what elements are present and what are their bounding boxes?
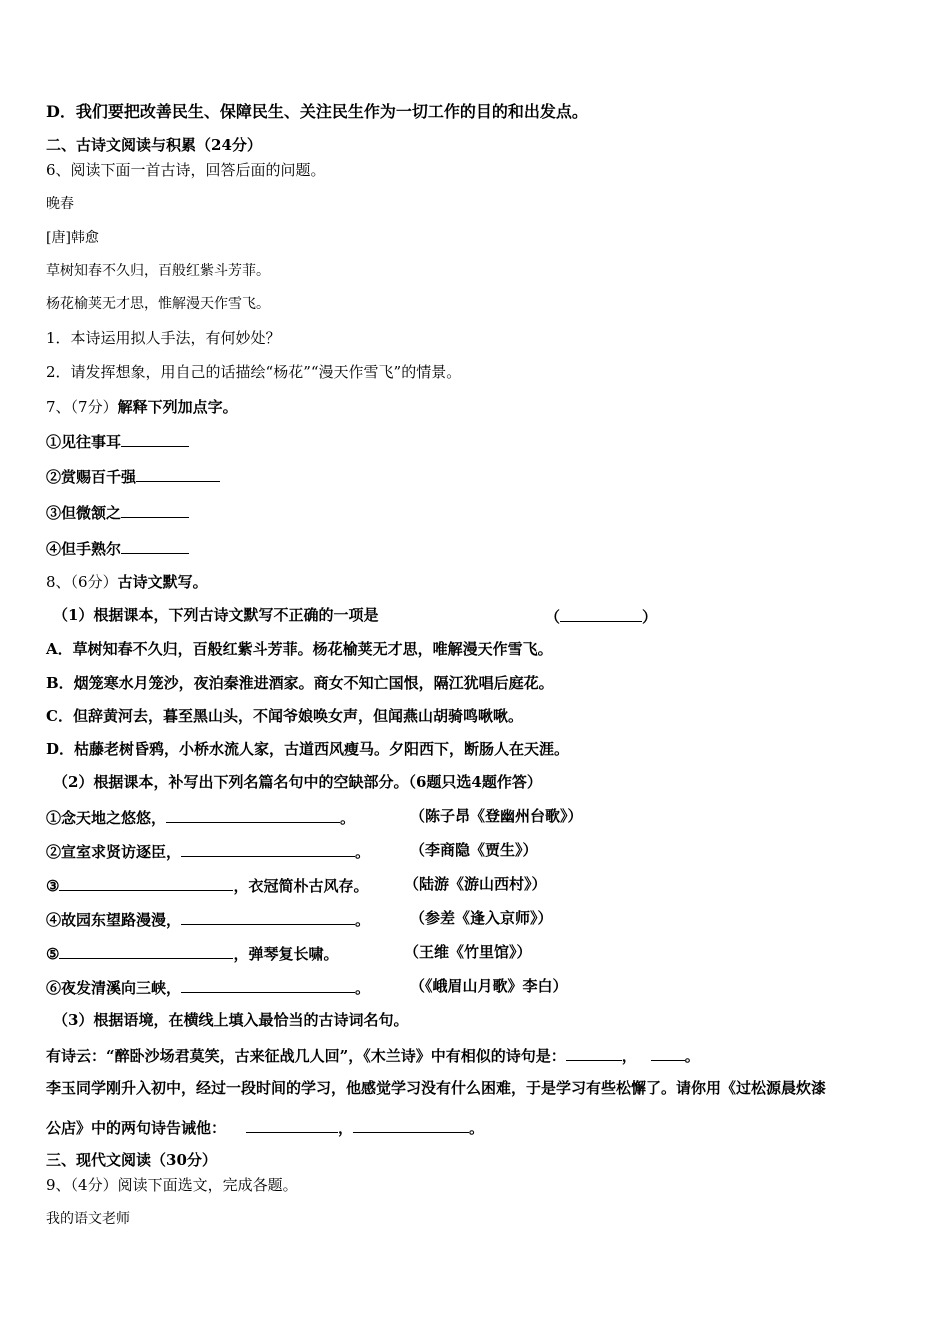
question-7-item-d: [46, 537, 189, 559]
question-8-prefix: 8、（6分）: [46, 573, 118, 591]
fill-5-source: （王维《竹里馆》）: [404, 943, 532, 961]
fill-4-suffix: 。: [355, 911, 371, 929]
fill-item-2: [46, 840, 370, 862]
question-8-3: （3）根据语境，在横线上填入最恰当的古诗词名句。: [53, 1011, 409, 1029]
fill-item-4: [46, 908, 370, 930]
q8-3a-text: 有诗云：“醉卧沙场君莫笑，古来征战几人回”，《木兰诗》中有相似的诗句是：: [46, 1047, 566, 1065]
q8-3b-end: 。: [469, 1119, 485, 1137]
question-8-3-b-line-2: [46, 1116, 484, 1138]
question-6-2: 2．请发挥想象，用自己的话描绘“杨花”“漫天作雪飞”的情景。: [46, 363, 462, 381]
fill-2-prefix: ②宣室求贤访逐臣，: [46, 843, 182, 861]
section-2-title: 二、古诗文阅读与积累（24分）: [46, 136, 262, 154]
poem-line-1: 草树知春不久归，百般红紫斗芳菲。: [46, 263, 270, 279]
question-6-1: 1．本诗运用拟人手法，有何妙处？: [46, 329, 281, 347]
fill-1-prefix: ①念天地之悠悠，: [46, 809, 167, 827]
fill-5-suffix: ，弹琴复长啸。: [233, 945, 339, 963]
question-7-item-a: [46, 430, 189, 452]
fill-blank-3[interactable]: [59, 874, 233, 891]
question-8-1: （1）根据课本，下列古诗文默写不正确的一项是: [53, 606, 379, 624]
fill-blank-3b-2[interactable]: [353, 1116, 469, 1133]
item-c-text: ③但微颔之: [46, 504, 122, 522]
fill-item-3: [46, 874, 368, 896]
fill-blank-4[interactable]: [181, 908, 355, 925]
question-8-3-b-line-1: 李玉同学刚升入初中，经过一段时间的学习，他感觉学习没有什么困难，于是学习有些松懈了。请你用《过松源晨炊漆: [46, 1079, 827, 1097]
answer-blank-8-1[interactable]: [560, 605, 642, 622]
q8-3a-end: 。: [684, 1047, 700, 1065]
fill-2-suffix: 。: [355, 843, 371, 861]
question-7-item-b: [46, 465, 220, 487]
poem-line-2: 杨花榆荚无才思，惟解漫天作雪飞。: [46, 296, 270, 312]
fill-3-prefix: ③: [46, 877, 60, 895]
choice-c: C．但辞黄河去，暮至黑山头，不闻爷娘唤女声，但闻燕山胡骑鸣啾啾。: [46, 707, 523, 725]
answer-blank-a[interactable]: [121, 430, 189, 447]
fill-item-5: [46, 942, 338, 964]
choice-d: D．枯藤老树昏鸦，小桥水流人家，古道西风瘦马。夕阳西下，断肠人在天涯。: [46, 740, 570, 758]
fill-4-prefix: ④故园东望路漫漫，: [46, 911, 182, 929]
fill-6-source: （《峨眉山月歌》李白）: [410, 977, 568, 995]
fill-3-source: （陆游《游山西村》）: [404, 875, 547, 893]
q8-3b-text: 公店》中的两句诗告诫他：: [46, 1119, 227, 1137]
question-7-prefix: 7、（7分）: [46, 398, 118, 416]
question-8-3-a: [46, 1044, 700, 1066]
question-7-heading: [46, 397, 238, 417]
question-8-1-answer-slot: [545, 605, 657, 627]
option-d-livelihood: D．我们要把改善民生、保障民生、关注民生作为一切工作的目的和出发点。: [46, 102, 588, 121]
fill-blank-1[interactable]: [166, 806, 340, 823]
choice-b: B．烟笼寒水月笼沙，夜泊秦淮进酒家。商女不知亡国恨，隔江犹唱后庭花。: [46, 674, 554, 692]
fill-2-source: （李商隐《贾生》）: [410, 841, 538, 859]
question-9-heading: [46, 1175, 298, 1195]
q8-3a-comma: ，: [621, 1047, 637, 1065]
question-9-prefix: 9、（4分）: [46, 1176, 118, 1194]
paren-open: （: [545, 608, 561, 626]
answer-blank-b[interactable]: [136, 465, 220, 482]
fill-6-prefix: ⑥夜发清溪向三峡，: [46, 979, 182, 997]
poem-author: [唐]韩愈: [46, 230, 99, 246]
fill-1-suffix: 。: [340, 809, 356, 827]
question-7-text: 解释下列加点字。: [117, 398, 238, 416]
section-3-title: 三、现代文阅读（30分）: [46, 1151, 217, 1169]
fill-blank-2[interactable]: [181, 840, 355, 857]
question-8-heading: [46, 572, 208, 592]
choice-a: A．草树知春不久归，百般红紫斗芳菲。杨花榆荚无才思，唯解漫天作雪飞。: [46, 640, 553, 658]
fill-5-prefix: ⑤: [46, 945, 60, 963]
fill-blank-6[interactable]: [181, 976, 355, 993]
item-b-text: ②赏赐百千强: [46, 468, 137, 486]
fill-item-1: [46, 806, 355, 828]
paren-close: ）: [642, 608, 658, 626]
question-6-intro: 6、阅读下面一首古诗，回答后面的问题。: [46, 161, 326, 179]
fill-3-suffix: ，衣冠简朴古风存。: [233, 877, 369, 895]
fill-blank-3a-2[interactable]: [651, 1044, 685, 1061]
fill-item-6: [46, 976, 370, 998]
question-8-text: 古诗文默写。: [117, 573, 208, 591]
question-8-2: （2）根据课本，补写出下列名篇名句中的空缺部分。（6题只选4题作答）: [53, 773, 542, 791]
poem-title: 晚春: [46, 196, 74, 212]
essay-title: 我的语文老师: [46, 1211, 130, 1227]
fill-6-suffix: 。: [355, 979, 371, 997]
fill-blank-5[interactable]: [59, 942, 233, 959]
item-d-text: ④但手熟尔: [46, 540, 122, 558]
item-a-text: ①见往事耳: [46, 433, 122, 451]
q8-3b-comma: ，: [338, 1119, 354, 1137]
fill-blank-3b-1[interactable]: [246, 1116, 338, 1133]
question-9-text: 阅读下面选文，完成各题。: [117, 1176, 298, 1194]
answer-blank-d[interactable]: [121, 537, 189, 554]
fill-blank-3a-1[interactable]: [566, 1044, 622, 1061]
fill-4-source: （参差《逢入京师》）: [410, 909, 553, 927]
question-7-item-c: [46, 501, 189, 523]
answer-blank-c[interactable]: [121, 501, 189, 518]
fill-1-source: （陈子昂《登幽州台歌》）: [410, 807, 583, 825]
